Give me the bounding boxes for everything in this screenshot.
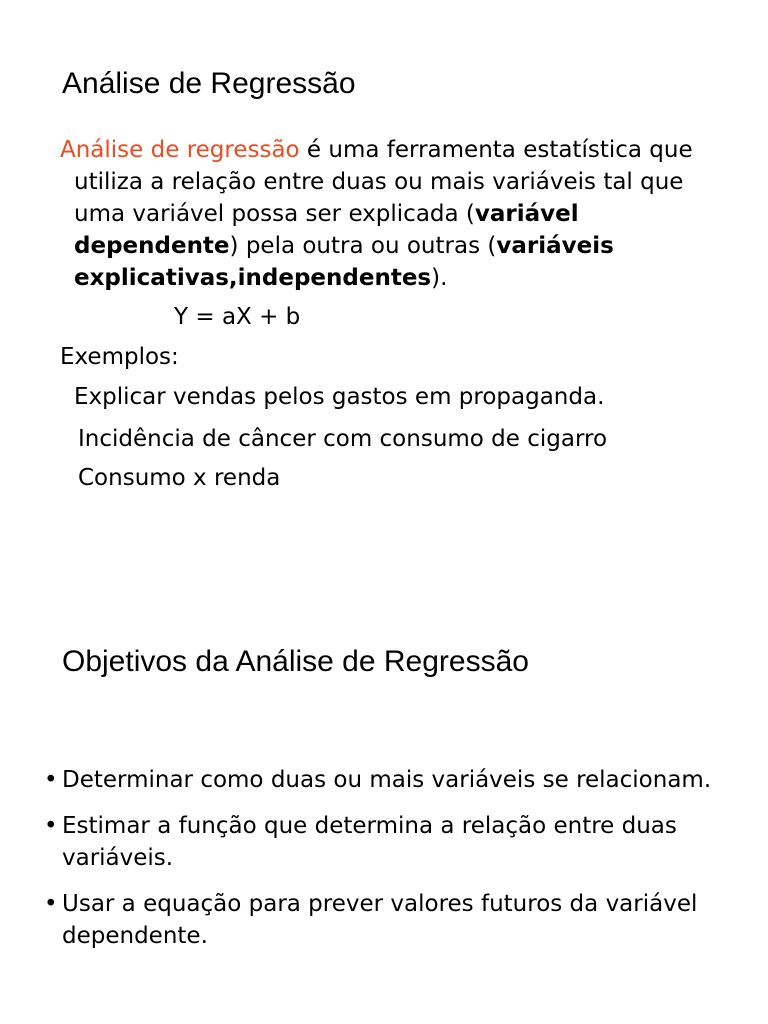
intro-paragraph: [60, 134, 750, 294]
regression-equation: Y = aX + b: [174, 304, 301, 330]
intro-line-4: [60, 230, 750, 262]
example-item: Explicar vendas pelos gastos em propaganda.: [74, 384, 605, 410]
intro-text: ).: [431, 265, 448, 291]
example-item: Incidência de câncer com consumo de cigarro: [78, 426, 608, 452]
slide-title: Análise de Regressão: [62, 67, 356, 100]
bold-term: explicativas,independentes: [74, 265, 432, 291]
bold-term: variáveis: [496, 233, 614, 259]
bold-term: dependente: [74, 233, 230, 259]
bullet-icon: •: [44, 813, 58, 839]
examples-label: Exemplos:: [60, 344, 179, 370]
intro-text: é uma ferramenta estatística que: [299, 137, 693, 163]
intro-line-1: [60, 134, 750, 166]
bullet-text: Usar a equação para prever valores futuros da variável dependente.: [62, 891, 698, 949]
list-item: [44, 764, 754, 796]
bullet-text: Estimar a função que determina a relação entre duas variáveis.: [62, 813, 677, 871]
highlighted-term: Análise de regressão: [60, 137, 300, 163]
list-item: [44, 810, 754, 874]
bold-term: variável: [474, 201, 579, 227]
bullet-icon: •: [44, 891, 58, 917]
example-item: Consumo x renda: [78, 465, 281, 491]
intro-text: ) pela outra ou outras (: [229, 233, 497, 259]
objectives-list: [44, 764, 754, 966]
bullet-text: Determinar como duas ou mais variáveis se relacionam.: [62, 767, 712, 793]
slide-title: Objetivos da Análise de Regressão: [62, 645, 529, 678]
intro-line-5: [60, 262, 750, 294]
intro-line-3: [60, 198, 750, 230]
intro-line-2: utiliza a relação entre duas ou mais variáveis tal que: [74, 169, 684, 195]
list-item: [44, 888, 754, 952]
bullet-icon: •: [44, 767, 58, 793]
intro-text: uma variável possa ser explicada (: [74, 201, 475, 227]
